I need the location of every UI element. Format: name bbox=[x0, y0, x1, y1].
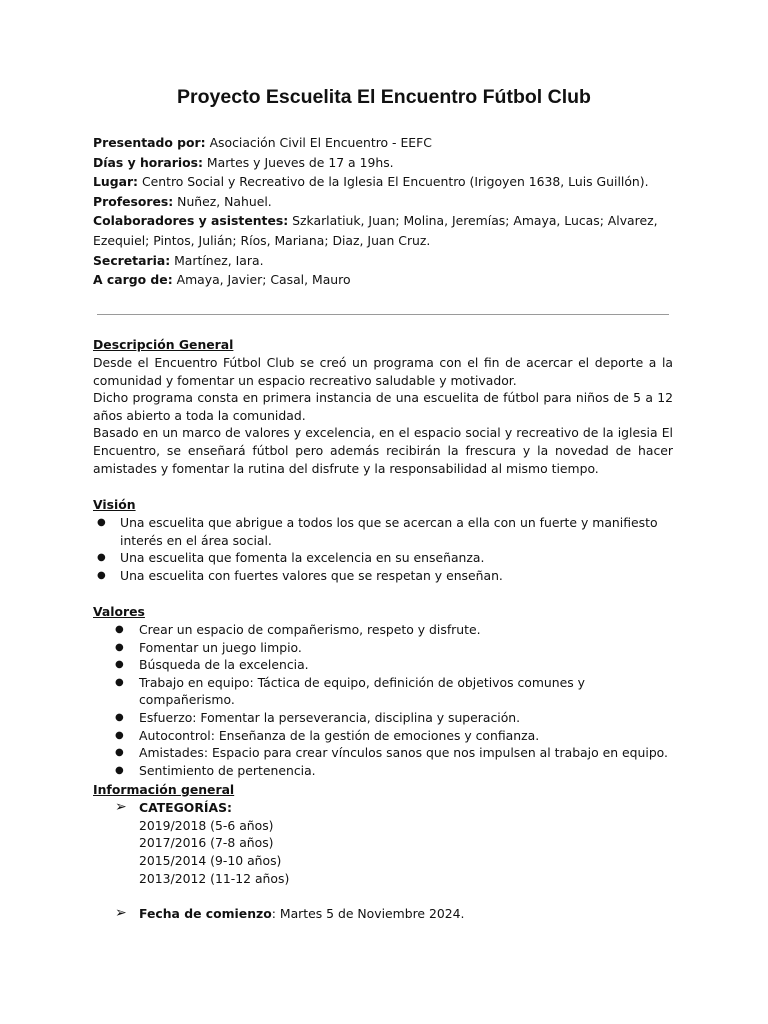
meta-label: A cargo de: bbox=[93, 272, 173, 288]
bullet-icon: ● bbox=[115, 624, 124, 635]
list-item bbox=[93, 727, 673, 745]
bullet-icon: ● bbox=[97, 569, 106, 581]
descripcion-section bbox=[93, 336, 673, 477]
categoria-item: 2015/2014 (9-10 años) bbox=[139, 853, 282, 869]
section-heading-valores: Valores bbox=[93, 604, 145, 619]
bullet-icon: ● bbox=[115, 711, 124, 723]
fecha-label: Fecha de comienzo bbox=[139, 906, 272, 921]
list-item bbox=[93, 639, 673, 657]
list-item bbox=[93, 621, 673, 639]
meta-value: Amaya, Javier; Casal, Mauro bbox=[172, 272, 351, 288]
categoria-item: 2019/2018 (5-6 años) bbox=[139, 817, 274, 833]
descripcion-paragraph: Dicho programa consta en primera instancia de una escuelita de fútbol para niños de 5 a 12 años abierto a toda la comunidad. bbox=[93, 390, 673, 423]
list-item-text: Una escuelita que abrigue a todos los que se acercan a ella con un fuerte y manifiesto interés en el área social. bbox=[120, 515, 658, 548]
list-item-text: Autocontrol: Enseñanza de la gestión de emociones y confianza. bbox=[139, 727, 540, 743]
list-item-text: Sentimiento de pertenencia. bbox=[139, 762, 316, 778]
list-item-text: Amistades: Espacio para crear vínculos sanos que nos impulsen al trabajo en equipo. bbox=[139, 745, 668, 761]
meta-secretaria bbox=[93, 251, 673, 271]
arrow-bullet-icon: ➢ bbox=[115, 905, 127, 921]
meta-label: Profesores: bbox=[93, 193, 174, 209]
bullet-icon: ● bbox=[97, 517, 106, 528]
meta-dias bbox=[93, 153, 673, 173]
list-item bbox=[93, 549, 673, 567]
bullet-icon: ● bbox=[97, 552, 106, 564]
fecha-item bbox=[93, 905, 673, 923]
fecha-section bbox=[93, 905, 673, 923]
bullet-icon: ● bbox=[115, 641, 124, 653]
meta-label: Colaboradores y asistentes: bbox=[93, 213, 289, 229]
arrow-bullet-icon: ➢ bbox=[115, 799, 127, 815]
list-item-text: Trabajo en equipo: Táctica de equipo, definición de objetivos comunes y compañerismo. bbox=[139, 674, 585, 708]
meta-value: Asociación Civil El Encuentro - EEFC bbox=[205, 135, 432, 150]
meta-label: Días y horarios: bbox=[93, 154, 203, 170]
list-item bbox=[93, 744, 673, 762]
categorias-item bbox=[93, 799, 673, 817]
meta-presentado bbox=[93, 133, 673, 153]
section-heading-vision: Visión bbox=[93, 497, 136, 512]
bullet-icon: ● bbox=[115, 764, 124, 776]
vision-list bbox=[93, 514, 673, 584]
meta-value: Martínez, Iara. bbox=[170, 252, 264, 268]
section-heading-descripcion: Descripción General bbox=[93, 337, 234, 352]
list-item bbox=[93, 674, 673, 709]
list-item bbox=[93, 656, 673, 674]
meta-lugar bbox=[93, 172, 673, 192]
list-item bbox=[93, 709, 673, 727]
list-item-text: Fomentar un juego limpio. bbox=[139, 639, 302, 655]
meta-value: Centro Social y Recreativo de la Iglesia El Encuentro (Irigoyen 1638, Luis Guillón). bbox=[138, 174, 649, 190]
list-item-text: Una escuelita con fuertes valores que se respetan y enseñan. bbox=[120, 567, 503, 583]
categoria-item: 2017/2016 (7-8 años) bbox=[139, 835, 274, 851]
informacion-section bbox=[93, 781, 673, 888]
section-heading-informacion: Información general bbox=[93, 782, 235, 797]
list-item-text: Búsqueda de la excelencia. bbox=[139, 657, 309, 673]
bullet-icon: ● bbox=[115, 676, 124, 688]
vision-section bbox=[93, 496, 673, 584]
valores-list bbox=[93, 621, 673, 779]
list-item bbox=[93, 762, 673, 780]
bullet-icon: ● bbox=[115, 659, 124, 671]
categorias-list bbox=[93, 817, 673, 888]
categorias-label: CATEGORÍAS: bbox=[139, 800, 232, 815]
meta-value: Nuñez, Nahuel. bbox=[173, 193, 272, 209]
meta-label: Presentado por: bbox=[93, 135, 206, 150]
descripcion-paragraph: Basado en un marco de valores y excelencia, en el espacio social y recreativo de la iglesia El Encuentro, se enseñará fútbol pero además recibirán la frescura y la novedad de hacer amistades y fomentar la rutina del disfrute y la responsabilidad al mismo tiempo. bbox=[93, 425, 673, 476]
meta-label: Secretaria: bbox=[93, 252, 171, 268]
list-item-text: Esfuerzo: Fomentar la perseverancia, disciplina y superación. bbox=[139, 709, 521, 725]
bullet-icon: ● bbox=[115, 729, 124, 741]
meta-colaboradores bbox=[93, 211, 673, 250]
list-item-text: Crear un espacio de compañerismo, respeto y disfrute. bbox=[139, 622, 481, 637]
descripcion-paragraph: Desde el Encuentro Fútbol Club se creó un programa con el fin de acercar el deporte a la comunidad y fomentar un espacio recreativo saludable y motivador. bbox=[93, 355, 673, 388]
meta-label: Lugar: bbox=[93, 174, 139, 190]
list-item bbox=[93, 514, 673, 549]
bullet-icon: ● bbox=[115, 747, 124, 759]
project-details bbox=[93, 133, 673, 290]
meta-a-cargo bbox=[93, 270, 673, 290]
list-item-text: Una escuelita que fomenta la excelencia en su enseñanza. bbox=[120, 550, 485, 566]
valores-section bbox=[93, 603, 673, 779]
categoria-item: 2013/2012 (11-12 años) bbox=[139, 870, 290, 886]
meta-profesores bbox=[93, 192, 673, 212]
list-item bbox=[93, 567, 673, 585]
meta-value: Szkarlatiuk, Juan; Molina, Jeremías; Amaya, Lucas; Alvarez, Ezequiel; Pintos, Julián; Ríos, Mariana; Diaz, Juan Cruz. bbox=[93, 213, 658, 248]
meta-value: Martes y Jueves de 17 a 19hs. bbox=[202, 154, 394, 170]
document-title: Proyecto Escuelita El Encuentro Fútbol Club bbox=[177, 86, 591, 108]
horizontal-divider bbox=[97, 314, 669, 315]
fecha-value: : Martes 5 de Noviembre 2024. bbox=[271, 906, 465, 921]
